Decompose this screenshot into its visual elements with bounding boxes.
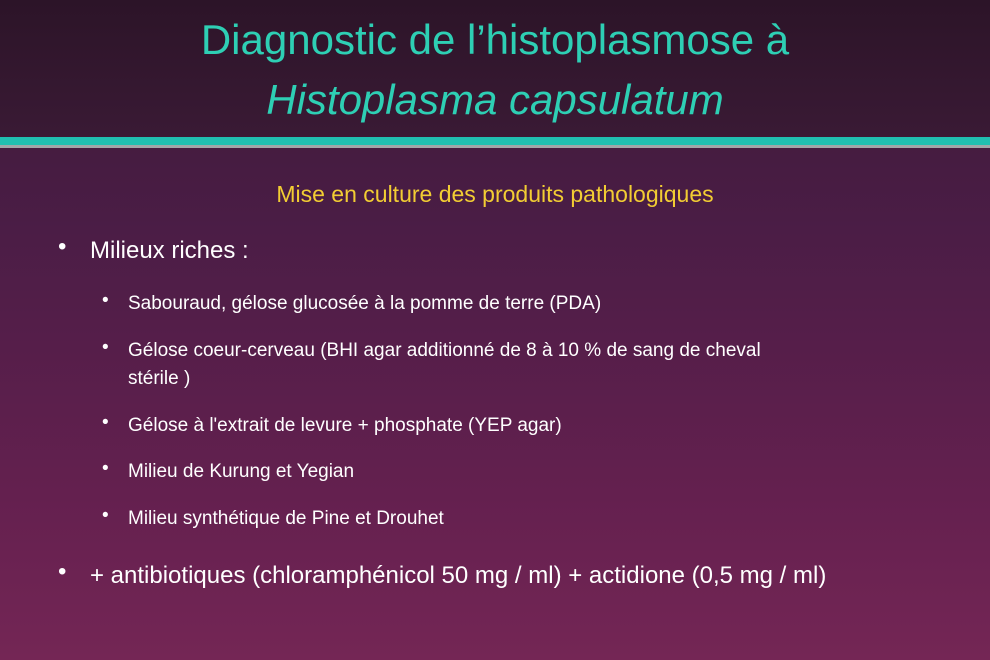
list-heading: Milieux riches : — [90, 237, 249, 264]
bullet-icon: • — [102, 412, 109, 433]
list-item-bhi: Gélose coeur-cerveau (BHI agar additionné de 8 à 10 % de sang de cheval — [128, 340, 761, 361]
list-item-bhi-continued: stérile ) — [128, 368, 191, 389]
slide-title-line-2: Histoplasma capsulatum — [266, 76, 724, 123]
bullet-icon: • — [102, 458, 109, 479]
list-item-sabouraud: Sabouraud, gélose glucosée à la pomme de terre (PDA) — [128, 293, 602, 314]
slide-subtitle: Mise en culture des produits pathologiques — [276, 181, 714, 207]
bullet-icon: • — [102, 337, 109, 358]
list-item-yep: Gélose à l'extrait de levure + phosphate (YEP agar) — [128, 415, 562, 436]
slide-title-line-1: Diagnostic de l’histoplasmose à — [200, 16, 790, 63]
bullet-icon: • — [102, 505, 109, 526]
bullet-icon: • — [102, 290, 109, 311]
bullet-icon: • — [58, 233, 67, 260]
title-divider — [0, 137, 990, 145]
bullet-icon: • — [58, 558, 67, 585]
title-divider-highlight — [0, 145, 990, 148]
list-item-kurung: Milieu de Kurung et Yegian — [128, 461, 355, 482]
list-item-pine: Milieu synthétique de Pine et Drouhet — [128, 508, 444, 529]
antibiotics-note: + antibiotiques (chloramphénicol 50 mg / ml) + actidione (0,5 mg / ml) — [90, 562, 827, 589]
